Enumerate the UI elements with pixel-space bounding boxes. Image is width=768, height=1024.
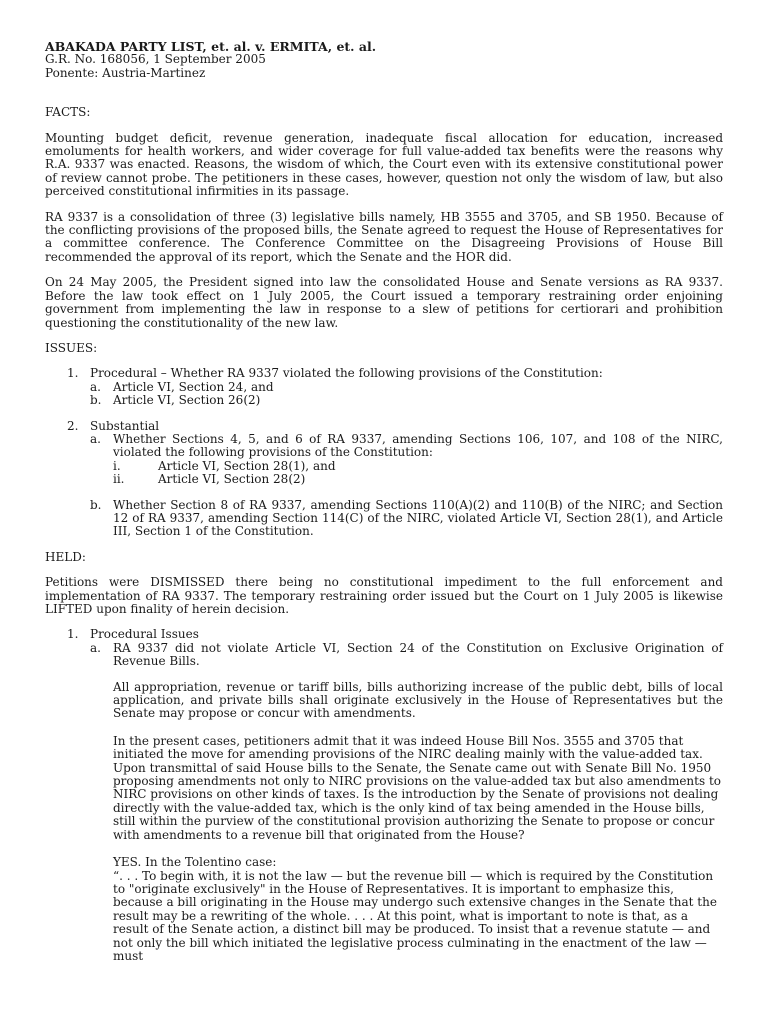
issue-sublist <box>90 381 723 408</box>
issues-heading: ISSUES: <box>45 340 98 355</box>
issues-list <box>45 367 723 538</box>
issue-item-1 <box>45 367 723 407</box>
held-subitem-letter: a. <box>90 640 101 655</box>
issue-text: Procedural – Whether RA 9337 violated the following provisions of the Constitution: <box>90 366 603 381</box>
held-discussion: In the present cases, petitioners admit that it was indeed House Bill Nos. 3555 and 3705 that initiated the move for amending provisions of the NIRC dealing mainly with the value-added tax. Upon transmittal of said House bills to the Senate, the Senate came out with Senate Bill No. 1950 proposing amendments not only to NIRC provisions on the value-added tax but also amendments to NIRC provisions on other kinds of taxes. Is the introduction by the Senate of provisions not dealing directly with the value-added tax, which is the only kind of tax being amended in the House bills, still within the purview of the constitutional provision authorizing the Senate to propose or concur with amendments to a revenue bill that originated from the House? <box>113 733 722 842</box>
subitem-letter: b. <box>90 497 102 512</box>
subitem-text: Whether Section 8 of RA 9337, amending Sections 110(A)(2) and 110(B) of the NIRC; and Section 12 of RA 9337, amending Section 114(C) of the NIRC, violated Article VI, Section 28(1), and Article III, Section 1 of the Constitution. <box>113 497 723 539</box>
issue-subitem <box>90 433 723 487</box>
issue-subsubitem <box>113 473 723 486</box>
subitem-text: Article VI, Section 24, and <box>113 379 274 394</box>
subsubitem-numeral: i. <box>113 458 121 473</box>
issue-item-2 <box>45 420 723 539</box>
facts-paragraph-3: On 24 May 2005, the President signed into law the consolidated House and Senate versions as RA 9337. Before the law took effect on 1 July 2005, the Court issued a temporary restraining order enjoining government from implementing the law in response to a slew of petitions for certiorari and prohibition questioning the constitutionality of the new law. <box>45 275 723 330</box>
issue-subitem <box>90 381 723 394</box>
held-item-title: Procedural Issues <box>90 627 199 642</box>
facts-paragraph-2: RA 9337 is a consolidation of three (3) legislative bills namely, HB 3555 and 3705, and SB 1950. Because of the conflicting provisions of the proposed bills, the Senate agreed to request the House of Representatives for a committee conference. The Conference Committee on the Disagreeing Provisions of House Bill recommended the approval of its report, which the Senate and the HOR did. <box>45 209 723 264</box>
subsubitem-numeral: ii. <box>113 472 125 487</box>
facts-heading: FACTS: <box>45 105 91 120</box>
held-item-number: 1. <box>67 627 79 642</box>
subitem-text: Whether Sections 4, 5, and 6 of RA 9337, amending Sections 106, 107, and 108 of the NIRC, violated the following provisions of the Constitution: <box>113 431 723 460</box>
held-answer <box>113 856 723 963</box>
case-ponente: Ponente: Austria-Martinez <box>45 65 206 80</box>
subitem-letter: a. <box>90 379 101 394</box>
case-gr-number: G.R. No. 168056, 1 September 2005 <box>45 52 266 67</box>
tolentino-quote: “. . . To begin with, it is not the law — but the revenue bill — which is required by the Constitution to "originate exclusively" in the House of Representatives. It is important to emphasize this, because a bill originating in the House may undergo such extensive changes in the Senate that the result may be a rewriting of the whole. . . . At this point, what is important to note is that, as a result of the Senate action, a distinct bill may be produced. To insist that a revenue statute — and not only the bill which initiated the legislative process culminating in the enactment of the law — must <box>113 868 717 963</box>
issue-sublist <box>90 433 723 539</box>
issue-subitem <box>90 394 723 407</box>
subsubitem-text: Article VI, Section 28(2) <box>158 472 306 487</box>
issue-subsublist <box>113 460 723 487</box>
held-subitem-text: RA 9337 did not violate Article VI, Section 24 of the Constitution on Exclusive Origination of Revenue Bills. <box>113 640 723 669</box>
held-item-1 <box>45 628 723 963</box>
issue-number: 2. <box>67 418 79 433</box>
constitutional-quote: All appropriation, revenue or tariff bills, bills authorizing increase of the public debt, bills of local application, and private bills shall originate exclusively in the House of Representatives but the Senate may propose or concur with amendments. <box>113 679 723 721</box>
subitem-text: Article VI, Section 26(2) <box>113 393 261 408</box>
issue-subsubitem <box>113 460 723 473</box>
issue-number: 1. <box>67 366 79 381</box>
held-heading: HELD: <box>45 549 86 564</box>
issue-subitem <box>90 499 723 539</box>
case-title: ABAKADA PARTY LIST, et. al. v. ERMITA, et. al. <box>45 39 377 54</box>
held-subitem <box>90 642 723 669</box>
case-header <box>45 40 723 80</box>
held-paragraph: Petitions were DISMISSED there being no constitutional impediment to the full enforcement and implementation of RA 9337. The temporary restraining order issued but the Court on 1 July 2005 is likewise LIFTED upon finality of herein decision. <box>45 575 723 616</box>
facts-paragraph-1: Mounting budget deficit, revenue generation, inadequate fiscal allocation for education, increased emoluments for health workers, and wider coverage for full value-added tax benefits were the reasons why R.A. 9337 was enacted. Reasons, the wisdom of which, the Court even with its extensive constitutional power of review cannot probe. The petitioners in these cases, however, question not only the wisdom of law, but also perceived constitutional infirmities in its passage. <box>45 130 723 199</box>
subitem-letter: a. <box>90 431 101 446</box>
subitem-letter: b. <box>90 393 102 408</box>
subsubitem-text: Article VI, Section 28(1), and <box>158 458 336 473</box>
answer-intro: YES. In the Tolentino case: <box>113 855 277 870</box>
issue-text: Substantial <box>90 418 160 433</box>
